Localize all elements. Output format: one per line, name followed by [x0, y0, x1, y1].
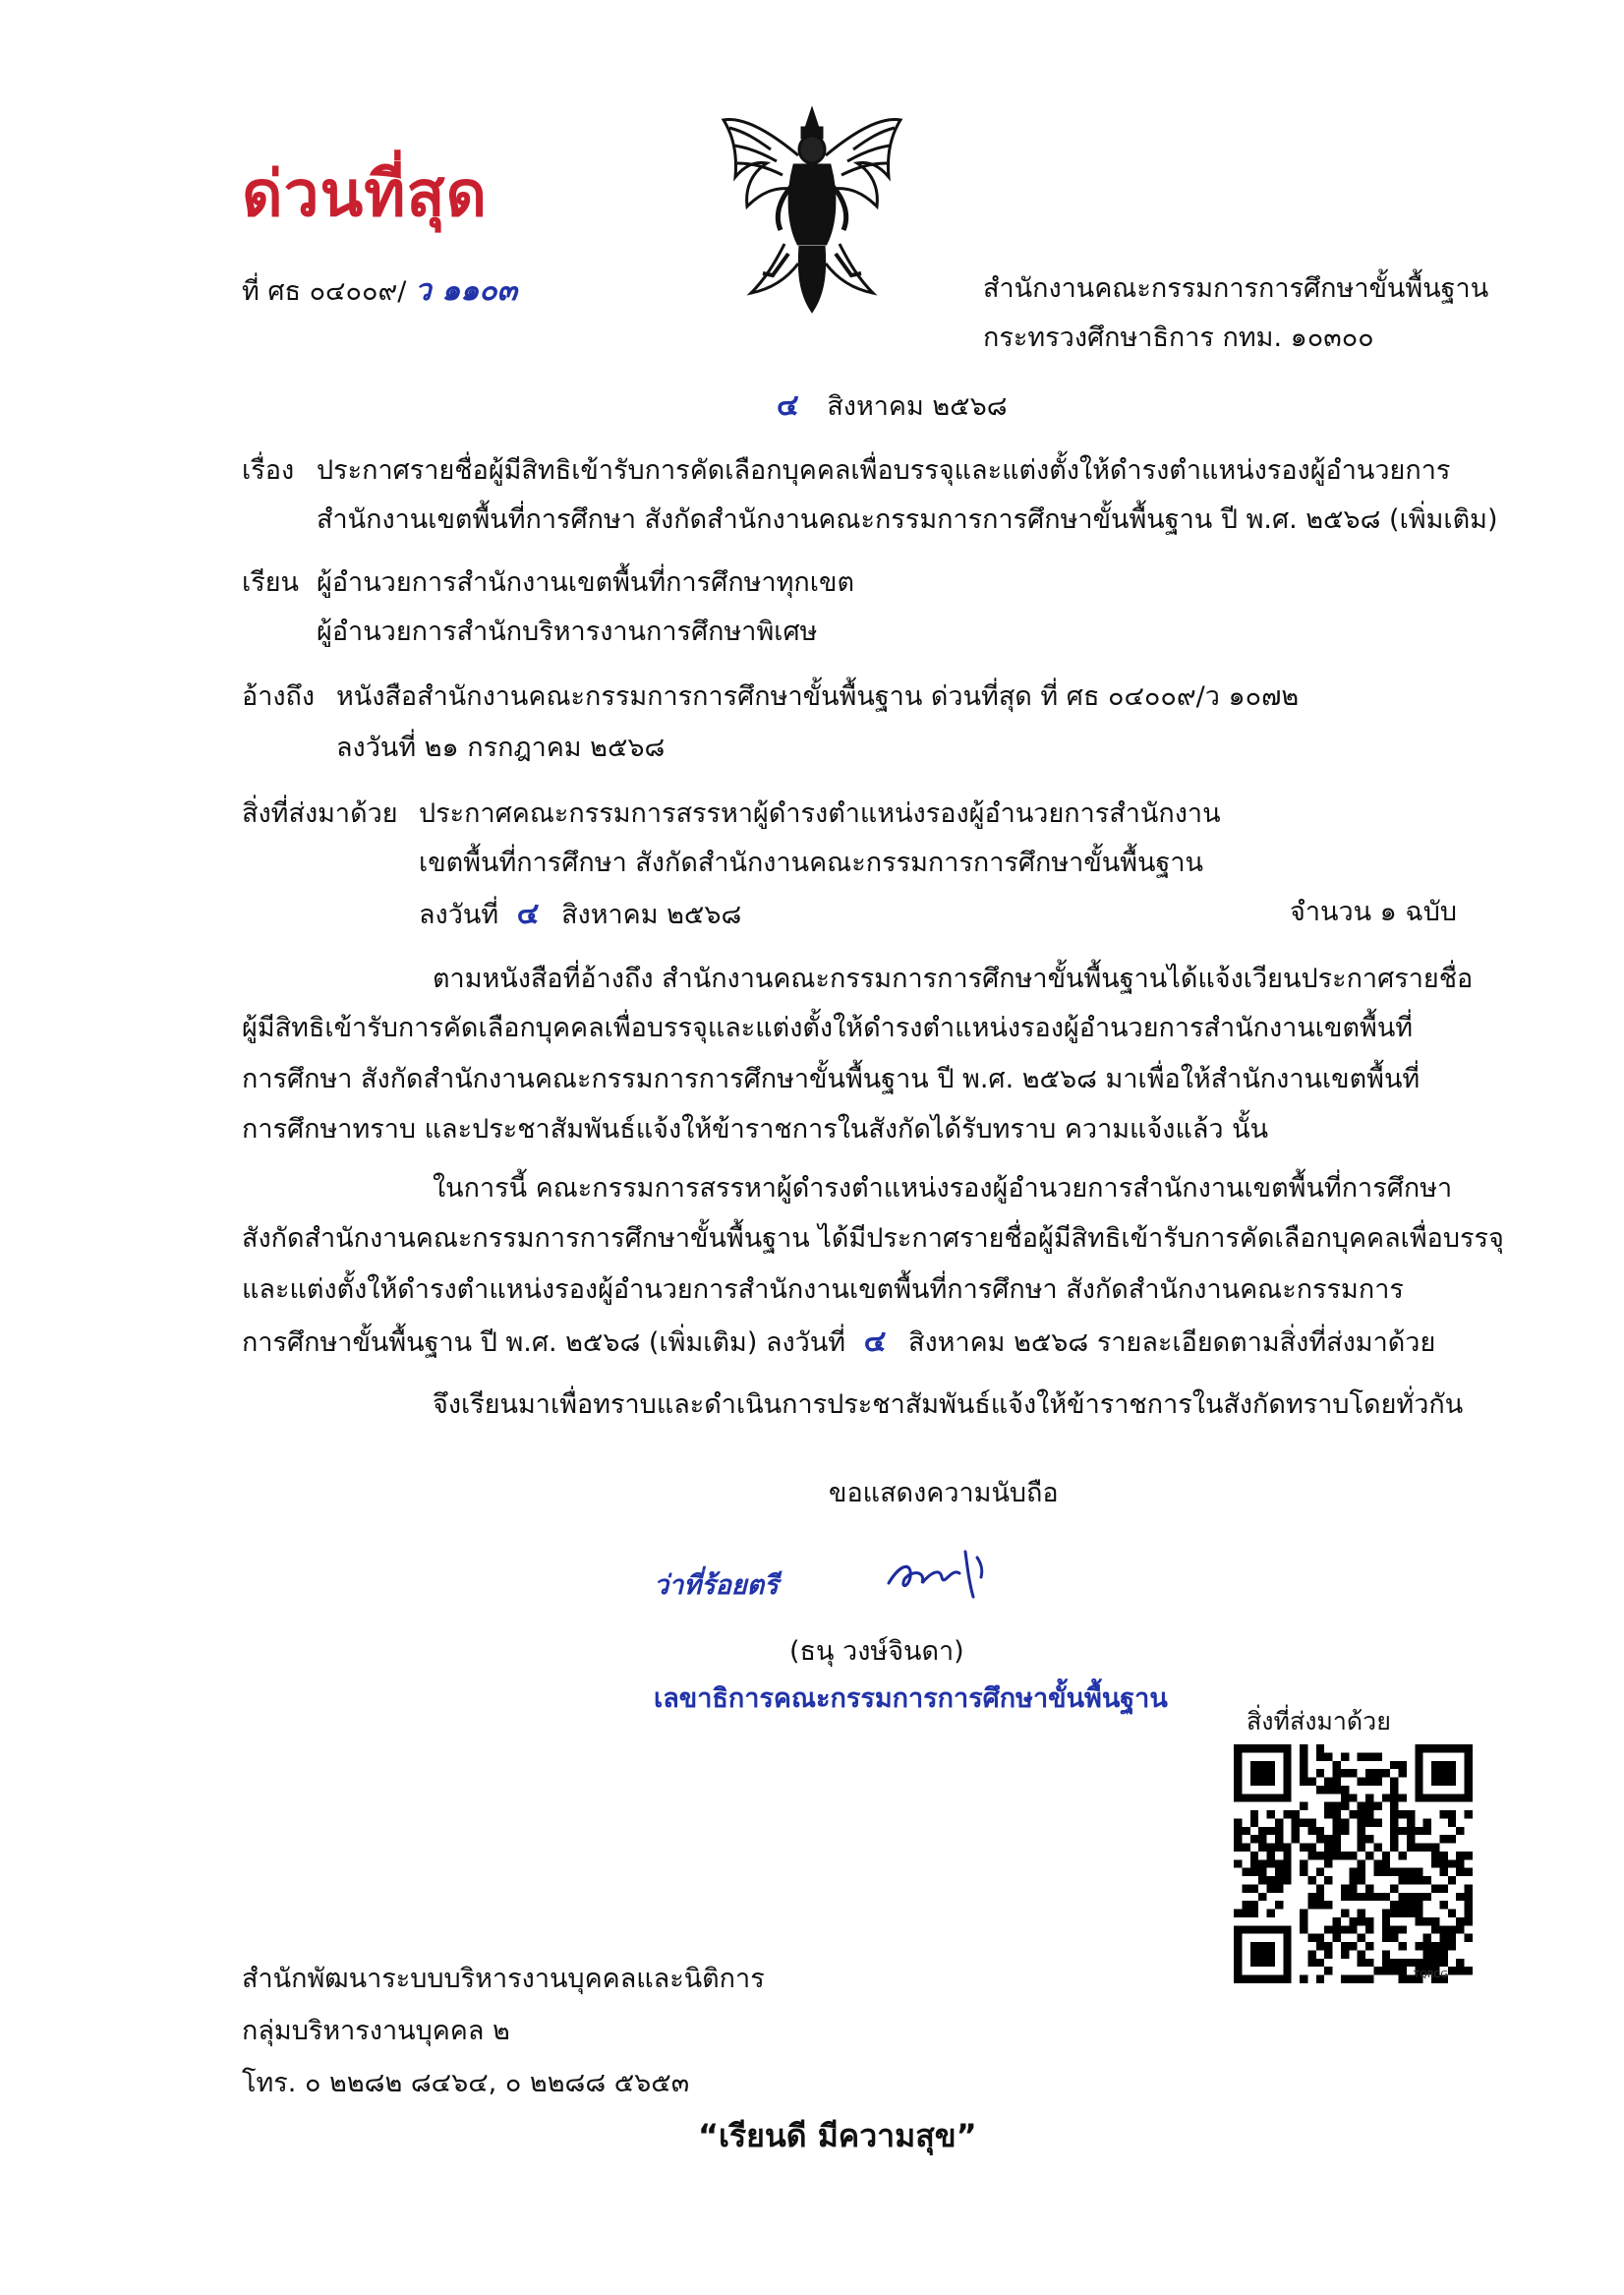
reference-label: อ้างถึง	[242, 681, 316, 712]
enclosure-line-2: เขตพื้นที่การศึกษา สังกัดสำนักงานคณะกรรมการการศึกษาขั้นพื้นฐาน	[419, 848, 1204, 878]
urgency-stamp: ด่วนที่สุด	[242, 158, 489, 231]
recipient-line-1: ผู้อำนวยการสำนักงานเขตพื้นที่การศึกษาทุกเขต	[317, 567, 854, 598]
body-p1-line-2: ผู้มีสิทธิเข้ารับการคัดเลือกบุคคลเพื่อบรรจุและแต่งตั้งให้ดำรงตำแหน่งรองผู้อำนวยการสำนักงานเขตพื้นที่	[242, 1013, 1414, 1043]
recipient-line-2: ผู้อำนวยการสำนักบริหารงานการศึกษาพิเศษ	[317, 617, 818, 647]
subject-line-1: ประกาศรายชื่อผู้มีสิทธิเข้ารับการคัดเลือกบุคคลเพื่อบรรจุและแต่งตั้งให้ดำรงตำแหน่งรองผู้อำนวยการ	[317, 455, 1451, 486]
reference-prefix: ที่ ศธ ๐๔๐๐๙/	[242, 276, 407, 307]
reference-handwritten-number: ว ๑๑๐๓	[414, 273, 518, 308]
subject-label: เรื่อง	[242, 455, 295, 486]
enclosure-line-1: ประกาศคณะกรรมการสรรหาผู้ดำรงตำแหน่งรองผู้อำนวยการสำนักงาน	[419, 798, 1221, 829]
qr-code-icon[interactable]	[1234, 1744, 1473, 1983]
date-day-handwritten: ๔	[777, 388, 799, 423]
body-p2-line-2: สังกัดสำนักงานคณะกรรมการการศึกษาขั้นพื้นฐาน ได้มีประกาศรายชื่อผู้มีสิทธิเข้ารับการคัดเลือกบุคคลเพื่อบรรจุ	[242, 1223, 1504, 1254]
body-p2-day-handwritten: ๔	[863, 1324, 887, 1359]
office-address: กระทรวงศึกษาธิการ กทม. ๑๐๓๐๐	[983, 323, 1374, 353]
footer-department: สำนักพัฒนาระบบบริหารงานบุคคลและนิติการ	[242, 1964, 765, 1994]
document-date	[777, 388, 1008, 424]
body-p3: จึงเรียนมาเพื่อทราบและดำเนินการประชาสัมพันธ์แจ้งให้ข้าราชการในสังกัดทราบโดยทั่วกัน	[433, 1389, 1464, 1420]
qr-brand-label: TQRCG	[1414, 1970, 1449, 1980]
enclosure-count: จำนวน ๑ ฉบับ	[1290, 897, 1458, 927]
enclosure-label: สิ่งที่ส่งมาด้วย	[242, 798, 398, 829]
enclosure-day-handwritten: ๔	[516, 897, 540, 931]
body-p1-line-3: การศึกษา สังกัดสำนักงานคณะกรรมการการศึกษาขั้นพื้นฐาน ปี พ.ศ. ๒๕๖๘ มาเพื่อให้สำนักงานเขตพื้นที่	[242, 1064, 1421, 1094]
body-p2-line-4	[242, 1324, 1435, 1360]
enclosure-date-prefix: ลงวันที่	[419, 900, 499, 930]
reference-line-1: หนังสือสำนักงานคณะกรรมการการศึกษาขั้นพื้นฐาน ด่วนที่สุด ที่ ศธ ๐๔๐๐๙/ว ๑๐๗๒	[336, 681, 1300, 712]
enclosure-month-year: สิงหาคม ๒๕๖๘	[561, 900, 742, 930]
reference-line-2: ลงวันที่ ๒๑ กรกฎาคม ๒๕๖๘	[336, 733, 666, 763]
qr-caption: สิ่งที่ส่งมาด้วย	[1247, 1707, 1391, 1736]
signer-rank: ว่าที่ร้อยตรี	[654, 1570, 779, 1601]
office-name: สำนักงานคณะกรรมการการศึกษาขั้นพื้นฐาน	[983, 273, 1489, 304]
reference-number	[242, 273, 517, 309]
recipient-label: เรียน	[242, 567, 300, 598]
date-month-year: สิงหาคม ๒๕๖๘	[827, 391, 1008, 422]
closing-salutation: ขอแสดงความนับถือ	[829, 1478, 1059, 1508]
body-p1-line-1: ตามหนังสือที่อ้างถึง สำนักงานคณะกรรมการการศึกษาขั้นพื้นฐานได้แจ้งเวียนประกาศรายชื่อ	[433, 964, 1474, 994]
subject-line-2: สำนักงานเขตพื้นที่การศึกษา สังกัดสำนักงานคณะกรรมการการศึกษาขั้นพื้นฐาน ปี พ.ศ. ๒๕๖๘ (เพิ่มเติม)	[317, 504, 1498, 535]
body-p2-last-prefix: การศึกษาขั้นพื้นฐาน ปี พ.ศ. ๒๕๖๘ (เพิ่มเติม) ลงวันที่	[242, 1327, 846, 1358]
body-p2-line-3: และแต่งตั้งให้ดำรงตำแหน่งรองผู้อำนวยการสำนักงานเขตพื้นที่การศึกษา สังกัดสำนักงานคณะกรรมการ	[242, 1274, 1404, 1305]
footer-group: กลุ่มบริหารงานบุคคล ๒	[242, 2016, 510, 2046]
enclosure-line-3	[419, 897, 741, 932]
garuda-emblem-icon	[716, 106, 908, 315]
footer-phone: โทร. ๐ ๒๒๘๒ ๘๔๖๔, ๐ ๒๒๘๘ ๕๖๕๓	[242, 2068, 690, 2098]
footer-motto: “เรียนดี มีความสุข”	[698, 2117, 977, 2154]
body-p1-line-4: การศึกษาทราบ และประชาสัมพันธ์แจ้งให้ข้าราชการในสังกัดได้รับทราบ ความแจ้งแล้ว นั้น	[242, 1114, 1269, 1145]
body-p2-line-1: ในการนี้ คณะกรรมการสรรหาผู้ดำรงตำแหน่งรองผู้อำนวยการสำนักงานเขตพื้นที่การศึกษา	[433, 1173, 1453, 1204]
signer-title: เลขาธิการคณะกรรมการการศึกษาขั้นพื้นฐาน	[654, 1683, 1168, 1714]
signature-icon	[883, 1544, 1001, 1603]
body-p2-last-rest: สิงหาคม ๒๕๖๘ รายละเอียดตามสิ่งที่ส่งมาด้วย	[908, 1327, 1436, 1358]
signer-name: (ธนุ วงษ์จินดา)	[789, 1636, 964, 1667]
